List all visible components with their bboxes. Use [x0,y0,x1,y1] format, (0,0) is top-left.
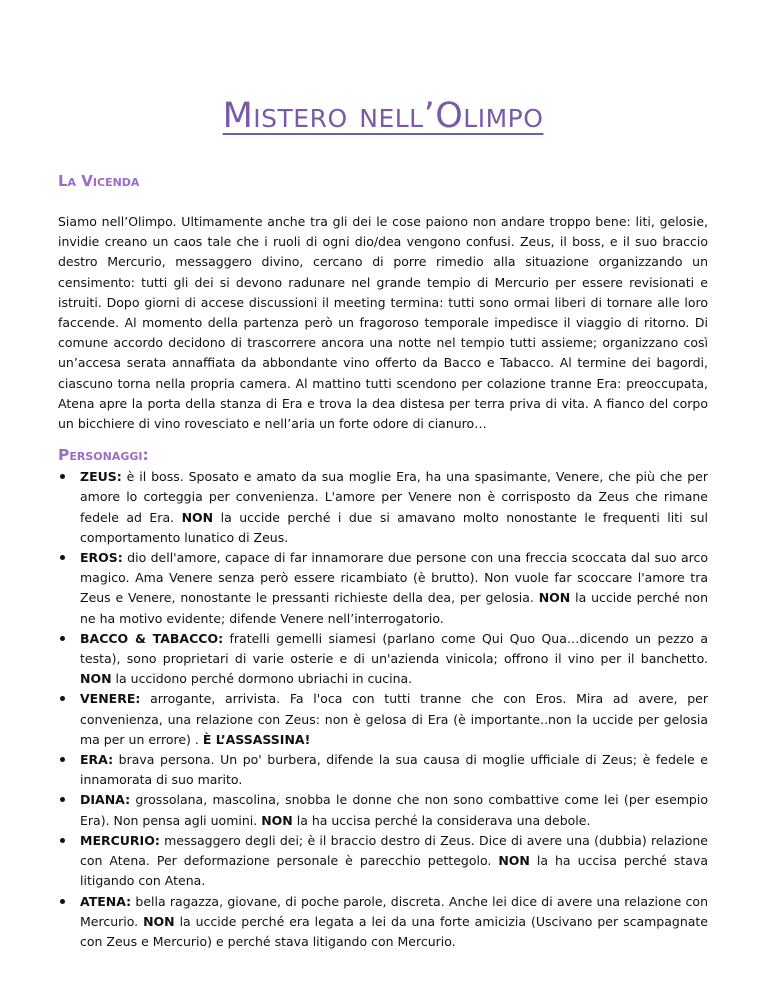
character-description-end: la uccide perché era legata a lei da una forte amicizia (Uscivano per scampagnate con Zeus e Mercurio) e perché stava litigando con Mercurio. [80,913,708,949]
character-keyword: NON [181,509,214,525]
characters-heading: Personaggi: [58,446,149,465]
character-description: fratelli gemelli siamesi (parlano come Qui Quo Qua…dicendo un pezzo a testa), sono proprietari di varie osterie e di un'azienda vinicola; offrono il vino per il banchetto. [80,630,709,667]
character-keyword: È L’ASSASSINA! [202,731,311,747]
document-title: Mistero nell’Olimpo [222,96,544,136]
bullet-icon [60,899,65,904]
character-description: è il boss. Sposato e amato da sua moglie Era, ha una spasimante, Venere, che più che per amore lo corteggia per convenienza. L'amore per Venere non è corrisposto da Zeus che rimane fedele ad Era. [80,469,708,525]
character-name: VENERE: [80,691,141,707]
character-description: messaggero degli dei; è il braccio destro di Zeus. Dice di avere una (dubbia) relazione con Atena. Per deformazione personale è parecchio pettegolo. [80,832,708,869]
character-keyword: NON [143,913,175,929]
character-description: dio dell'amore, capace di far innamorare due persone con una freccia scoccata dal suo arco magico. Ama Venere senza però essere ricambiato (è brutto). Non vuole far scoccare l'amore tra Zeus e Venere, nonostante le pressanti richieste della dea, per gelosia. [80,550,708,606]
bullet-icon [60,696,65,701]
character-description-end: la uccidono perché dormono ubriachi in cucina. [111,671,413,687]
character-keyword: NON [80,671,112,687]
character-keyword: NON [538,590,571,606]
character-name: BACCO & TABACCO: [80,630,224,646]
character-description-end: la ha uccisa perché la considerava una debole. [292,812,591,828]
character-item-bacco-tabacco [80,629,708,690]
character-description-end: la uccide perché i due si amavano molto nonostante le frequenti liti sul comportamento lunatico di Zeus. [80,509,708,545]
character-item-era [80,750,708,790]
character-keyword: NON [498,853,530,869]
character-item-mercurio [80,831,708,892]
character-keyword: NON [261,812,293,828]
character-name: ATENA: [80,893,132,909]
character-name: MERCURIO: [80,832,160,848]
character-name: ZEUS: [80,469,122,485]
characters-list [58,467,708,952]
character-name: DIANA: [80,792,131,808]
character-description: arrogante, arrivista. Fa l'oca con tutti tranne che con Eros. Mira ad avere, per convenienza, una relazione con Zeus: non è gelosa di Era (è importante..non la uccide per gelosia ma per un errore) . [80,691,708,747]
bullet-icon [60,555,65,560]
character-item-atena [80,892,708,953]
character-description: brava persona. Un po' burbera, difende la sua causa di moglie ufficiale di Zeus; è fedele e innamorata di suo marito. [80,752,708,788]
bullet-icon [60,757,65,762]
character-item-venere [80,689,708,750]
character-item-diana [80,790,708,830]
character-item-eros [80,548,708,629]
bullet-icon [60,797,65,802]
character-description: grossolana, mascolina, snobba le donne che non sono combattive come lei (per esempio Era). Non pensa agli uomini. [80,792,708,828]
bullet-icon [60,474,65,479]
character-item-zeus [80,467,708,548]
bullet-icon [60,838,65,843]
character-description-end: la ha uccisa perché stava litigando con Atena. [80,853,708,889]
character-description: bella ragazza, giovane, di poche parole, discreta. Anche lei dice di avere una relazione con Mercurio. [80,893,708,929]
story-paragraph: Siamo nell’Olimpo. Ultimamente anche tra gli dei le cose paiono non andare troppo bene: liti, gelosie, invidie creano un caos tale che i ruoli di ogni dio/dea vengono confusi. Zeus, il boss, e il suo braccio destro Mercurio, messaggero divino, cercano di porre rimedio alla situazione organizzando un censimento: tutti gli dei si devono radunare nel grande tempio di Mercurio per essere revisionati e istruiti. Dopo giorni di accese discussioni il meeting termina: tutti sono ormai liberi di tornare alle loro faccende. Al momento della partenza però un fragoroso temporale impedisce il viaggio di ritorno. Di comune accordo decidono di trascorrere ancora una notte nel tempio tutti assieme; organizzano così un’accesa serata annaffiata da abbondante vino offerto da Bacco e Tabacco. Al termine dei bagordi, ciascuno torna nella propria camera. Al mattino tutti scendono per colazione tranne Era: preoccupata, Atena apre la porta della stanza di Era e trova la dea distesa per terra priva di vita. A fianco del corpo un bicchiere di vino rovesciato e nell’aria un forte odore di cianuro… [58,214,708,432]
story-heading: La Vicenda [58,172,140,190]
character-description-end: la uccide perché non ne ha motivo evidente; difende Venere nell’interrogatorio. [80,590,708,626]
character-name: EROS: [80,550,123,566]
bullet-icon [60,636,65,641]
character-name: ERA: [80,752,114,768]
